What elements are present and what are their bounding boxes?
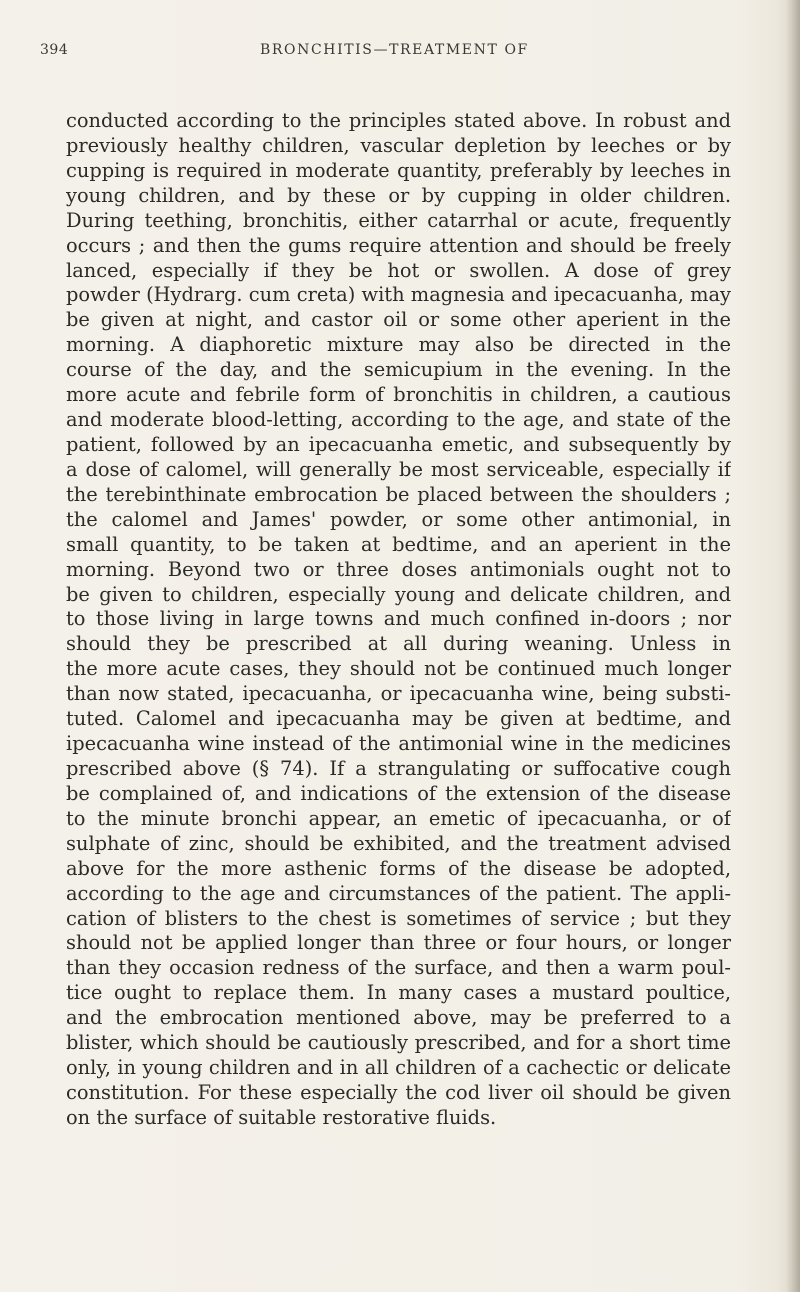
text-line: be complained of, and indications of the extension of the disease [66,781,731,805]
text-line: tice ought to replace them. In many cases a mustard poultice, [66,981,731,1005]
text-line: cation of blisters to the chest is sometimes of service ; but they [66,906,731,930]
text-line: be given at night, and castor oil or some other aperient in the [66,308,731,332]
text-line: the terebinthinate embrocation be placed between the shoulders ; [66,482,731,506]
text-line: the calomel and James' powder, or some other antimonial, in [66,507,731,531]
page-number: 394 [40,42,69,58]
text-line: patient, followed by an ipecacuanha emetic, and subsequently by [66,432,731,456]
text-line: a dose of calomel, will generally be most serviceable, especially if [66,457,731,481]
text-line: lanced, especially if they be hot or swollen. A dose of grey [66,258,731,282]
text-line: should they be prescribed at all during weaning. Unless in [66,632,731,656]
text-line: course of the day, and the semicupium in the evening. In the [66,358,731,382]
text-line: constitution. For these especially the cod liver oil should be given [66,1080,731,1104]
text-line: to those living in large towns and much confined in-doors ; nor [66,607,731,631]
text-line: to the minute bronchi appear, an emetic of ipecacuanha, or of [66,806,731,830]
text-line: small quantity, to be taken at bedtime, and an aperient in the [66,532,731,556]
text-line: than now stated, ipecacuanha, or ipecacuanha wine, being substi- [66,682,731,706]
text-line: according to the age and circumstances of the patient. The appli- [66,881,731,905]
text-line: on the surface of suitable restorative fluids. [66,1105,497,1129]
text-line: previously healthy children, vascular depletion by leeches or by [66,133,731,157]
text-line: be given to children, especially young and delicate children, and [66,582,731,606]
text-line: and the embrocation mentioned above, may be preferred to a [66,1006,731,1030]
page-header [40,42,760,72]
text-line: powder (Hydrarg. cum creta) with magnesia and ipecacuanha, may [66,283,731,307]
text-line: cupping is required in moderate quantity, preferably by leeches in [66,158,731,182]
text-line: morning. Beyond two or three doses antimonials ought not to [66,557,731,581]
text-line: conducted according to the principles stated above. In robust and [66,109,731,132]
body-paragraph [66,109,731,1131]
text-line: and moderate blood-letting, according to the age, and state of the [66,408,731,432]
text-line: sulphate of zinc, should be exhibited, and the treatment advised [66,831,731,855]
text-line: ipecacuanha wine instead of the antimonial wine in the medicines [66,732,731,756]
text-line: should not be applied longer than three or four hours, or longer [66,931,731,955]
text-line: tuted. Calomel and ipecacuanha may be given at bedtime, and [66,707,731,731]
text-line: more acute and febrile form of bronchitis in children, a cautious [66,383,731,407]
book-gutter-shadow [786,0,800,1292]
running-head: BRONCHITIS—TREATMENT OF [260,42,529,58]
text-line: above for the more asthenic forms of the disease be adopted, [66,856,731,880]
text-line: prescribed above (§ 74). If a strangulating or suffocative cough [66,756,731,780]
text-line: occurs ; and then the gums require attention and should be freely [66,233,731,257]
text-line: During teething, bronchitis, either catarrhal or acute, frequently [66,208,731,232]
text-line: morning. A diaphoretic mixture may also be directed in the [66,333,731,357]
text-line: than they occasion redness of the surface, and then a warm poul- [66,956,731,980]
text-line: the more acute cases, they should not be continued much longer [66,657,731,681]
text-line: young children, and by these or by cupping in older children. [66,183,731,207]
text-line: blister, which should be cautiously prescribed, and for a short time [66,1031,731,1055]
text-line: only, in young children and in all children of a cachectic or delicate [66,1056,731,1080]
